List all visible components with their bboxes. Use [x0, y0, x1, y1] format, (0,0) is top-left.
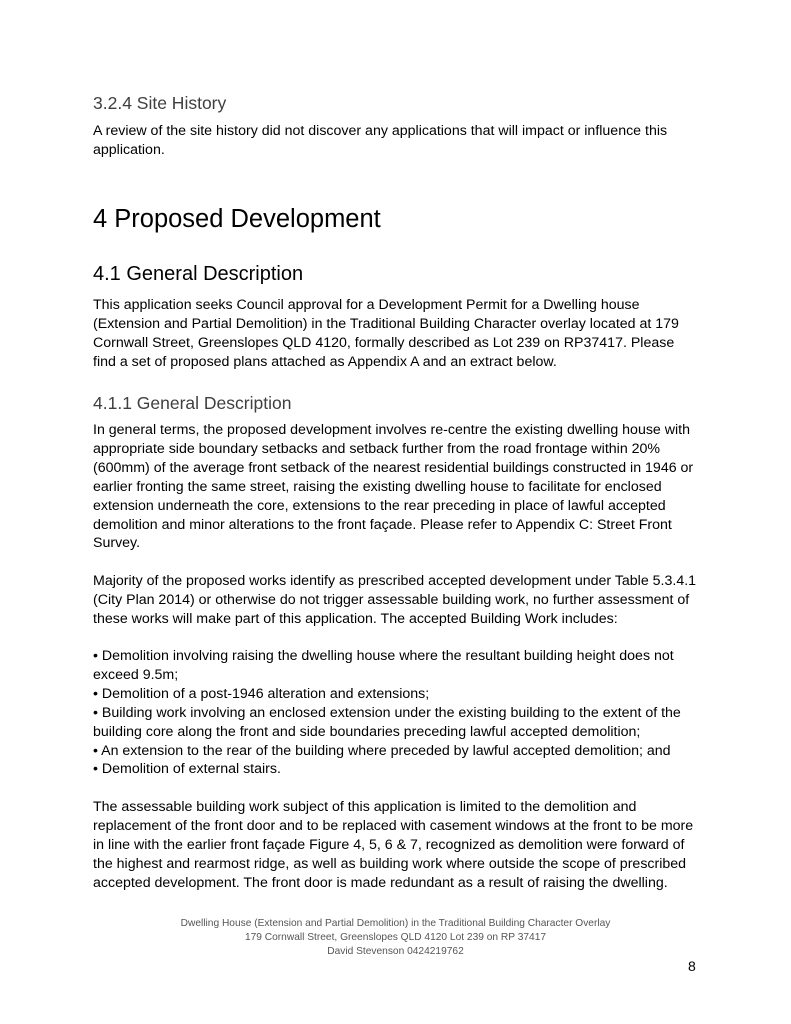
footer-author: David Stevenson 0424219762 [327, 946, 464, 957]
heading-general-description: 4.1 General Description [93, 263, 304, 285]
paragraph-general-description [93, 296, 705, 372]
list-item: exceed 9.5m; [93, 666, 179, 683]
heading-site-history: 3.2.4 Site History [93, 93, 227, 113]
list-item: • Building work involving an enclosed extension under the existing building to the extent of the [93, 704, 681, 721]
page-footer [93, 917, 698, 959]
text-line: (Extension and Partial Demolition) in the Traditional Building Character overlay located at 179 [93, 315, 679, 332]
page-number: 8 [688, 958, 696, 974]
text-line: accepted development. The front door is made redundant as a result of raising the dwelling. [93, 874, 668, 891]
footer-title: Dwelling House (Extension and Partial Demolition) in the Traditional Building Character Overlay [180, 918, 611, 929]
text-line: in line with the earlier front façade Figure 4, 5, 6 & 7, recognized as demolition were forward of [93, 836, 685, 853]
text-line: extension underneath the core, extensions to the rear preceding in place of lawful accepted [93, 497, 666, 514]
paragraph-assessable-work [93, 798, 705, 893]
footer-address: 179 Cornwall Street, Greenslopes QLD 4120 Lot 239 on RP 37417 [244, 932, 547, 943]
bullet-list-accepted-work [93, 647, 705, 779]
heading-proposed-development: 4 Proposed Development [93, 205, 381, 233]
text-line: In general terms, the proposed development involves re-centre the existing dwelling house with [93, 422, 690, 438]
text-line: replacement of the front door and to be replaced with casement windows at the front to be more [93, 817, 694, 834]
text-line: appropriate side boundary setbacks and setback further from the road frontage within 20% [93, 440, 661, 457]
list-item: • Demolition of a post-1946 alteration and extensions; [93, 685, 430, 702]
text-line: Survey. [93, 535, 141, 552]
paragraph-general-terms [93, 421, 705, 553]
paragraph-site-history [93, 122, 705, 160]
text-line: This application seeks Council approval for a Development Permit for a Dwelling house [93, 297, 640, 313]
text-line: (City Plan 2014) or otherwise do not trigger assessable building work, no further assessment of [93, 591, 690, 608]
text-line: application. [93, 141, 165, 158]
list-item: • Demolition of external stairs. [93, 761, 281, 778]
list-item: • An extension to the rear of the building where preceded by lawful accepted demolition; and [93, 742, 671, 759]
text-line: these works will make part of this application. The accepted Building Work includes: [93, 610, 618, 627]
text-line: Cornwall Street, Greenslopes QLD 4120, formally described as Lot 239 on RP37417. Please [93, 334, 675, 351]
heading-general-description-sub: 4.1.1 General Description [93, 393, 292, 413]
text-line: find a set of proposed plans attached as Appendix A and an extract below. [93, 353, 557, 370]
text-line: demolition and minor alterations to the front façade. Please refer to Appendix C: Street Front [93, 516, 672, 533]
text-line: A review of the site history did not discover any applications that will impact or influence this [93, 123, 668, 139]
list-item: building core along the front and side boundaries preceding lawful accepted demolition; [93, 723, 641, 740]
text-line: earlier fronting the same street, raising the existing dwelling house to facilitate for enclosed [93, 478, 662, 495]
paragraph-accepted-development [93, 572, 705, 629]
text-line: the highest and rearmost ridge, as well as building work where outside the scope of prescribed [93, 855, 687, 872]
text-line: Majority of the proposed works identify as prescribed accepted development under Table 5.3.4.1 [93, 573, 697, 589]
list-item: • Demolition involving raising the dwelling house where the resultant building height does not [93, 648, 674, 664]
text-line: The assessable building work subject of this application is limited to the demolition and [93, 799, 637, 815]
text-line: (600mm) of the average front setback of the nearest residential buildings constructed in 1946 or [93, 459, 694, 476]
